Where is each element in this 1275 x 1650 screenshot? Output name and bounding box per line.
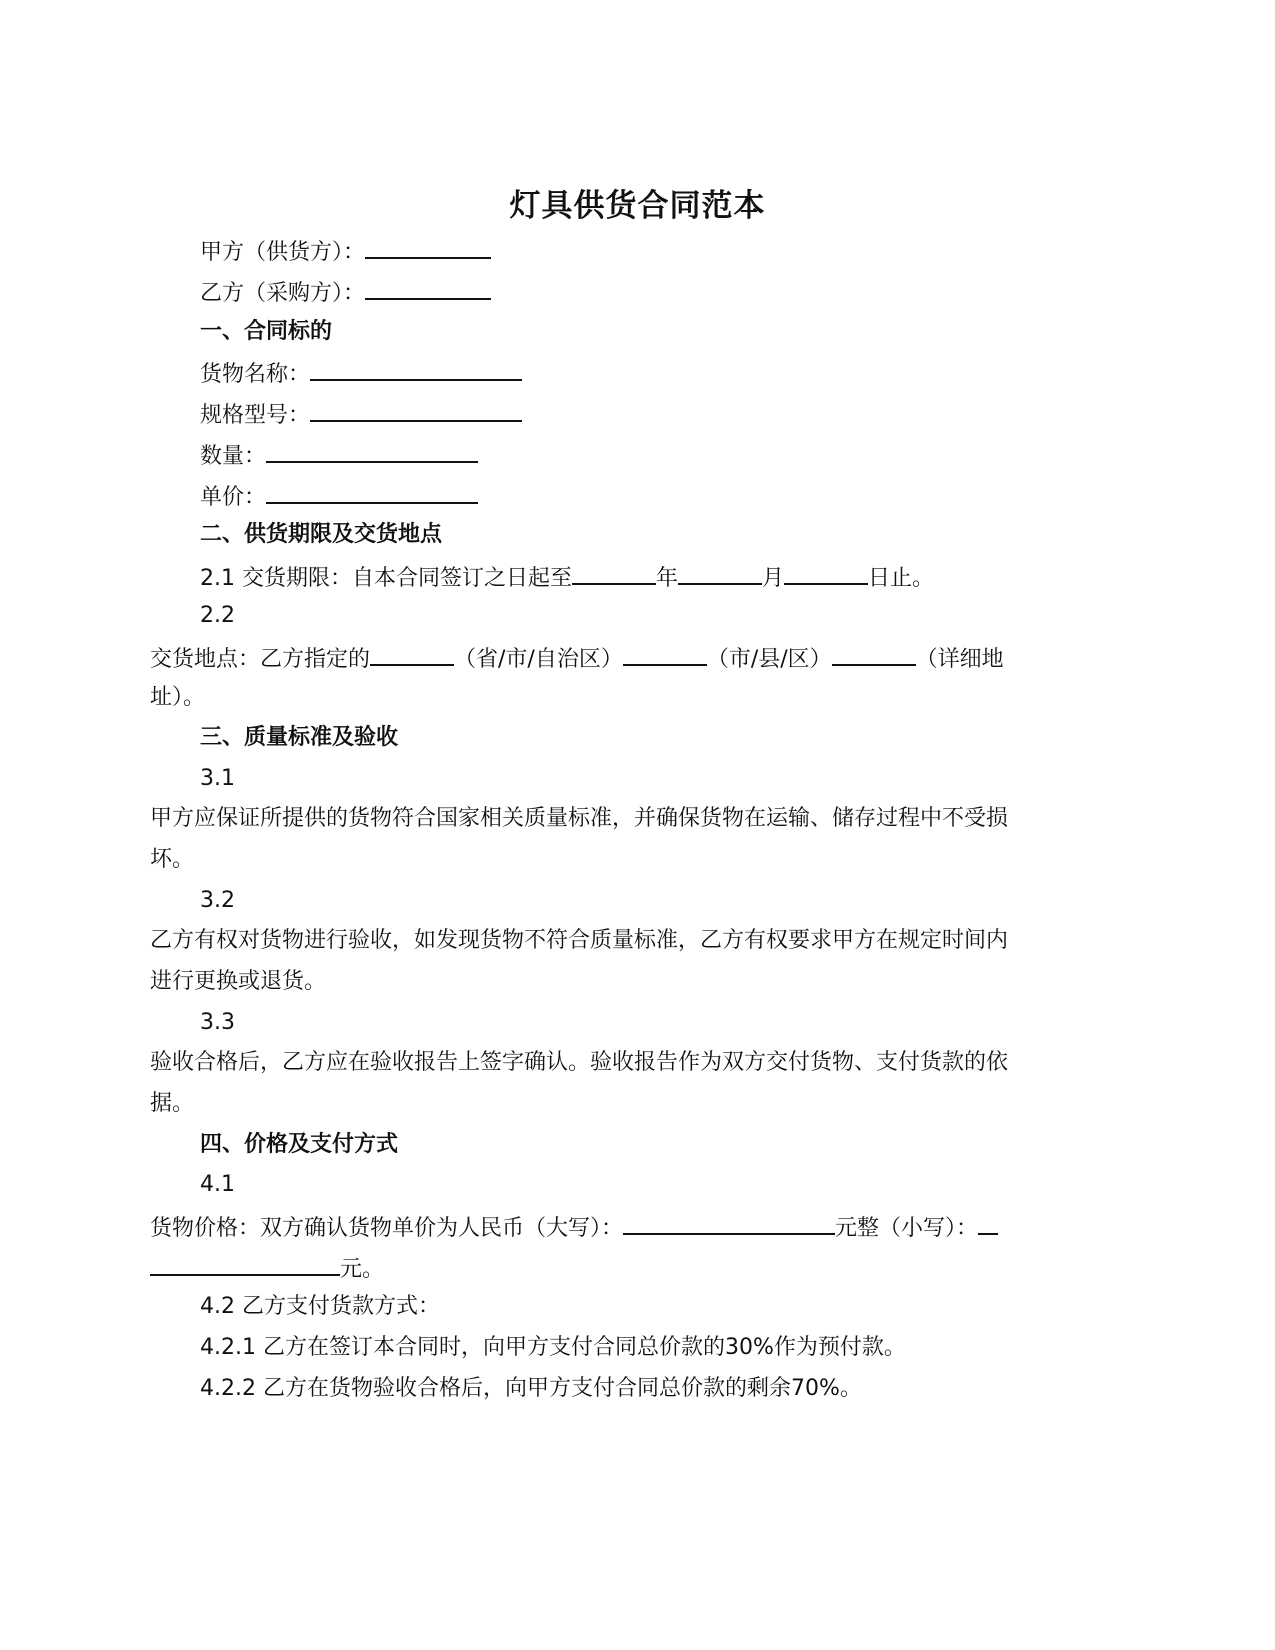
spec-line [200,398,522,431]
clause-3-2-text: 乙方有权对货物进行验收，如发现货物不符合质量标准，乙方有权要求甲方在规定时间内 [150,928,1009,953]
party-b-label: 乙方（采购方）： [200,281,366,306]
clause-3-2-cont: 进行更换或退货。 [150,969,327,994]
party-a-label: 甲方（供货方）： [200,240,366,265]
clause-2-1 [200,561,934,594]
clause-3-1-text: 甲方应保证所提供的货物符合国家相关质量标准，并确保货物在运输、储存过程中不受损 [150,806,1009,831]
clause-3-3-text: 验收合格后，乙方应在验收报告上签字确认。验收报告作为双方交付货物、支付货款的依 [150,1050,1009,1075]
year-label: 年 [655,566,678,591]
year-blank[interactable] [572,561,656,585]
party-a-blank[interactable] [365,235,491,259]
month-label: 月 [762,566,785,591]
price-lowercase-blank[interactable] [150,1252,340,1276]
section-3-heading: 三、质量标准及验收 [200,725,399,750]
party-a-line [200,235,491,268]
unit-price-label: 单价： [200,485,267,510]
section-1-heading: 一、合同标的 [200,319,333,344]
clause-2-1-text: 2.1 交货期限：自本合同签订之日起至 [200,566,572,591]
clause-4-1-text: 货物价格：双方确认货物单价为人民币（大写）： [150,1216,624,1241]
clause-3-1-number: 3.1 [200,766,235,791]
province-blank[interactable] [370,642,454,666]
clause-2-2-number: 2.2 [200,603,235,628]
clause-4-2-2: 4.2.2 乙方在货物验收合格后，向甲方支付合同总价款的剩余70%。 [200,1376,862,1401]
city-label: （市/县/区） [706,647,832,672]
quantity-label: 数量： [200,444,267,469]
address-blank[interactable] [832,642,916,666]
quantity-line [200,439,478,472]
goods-name-label: 货物名称： [200,362,311,387]
clause-3-3-cont: 据。 [150,1091,195,1116]
price-lowercase-label: 元整（小写）： [835,1216,979,1241]
price-lowercase-blank-start[interactable] [978,1211,998,1235]
clause-2-2 [150,642,1004,675]
spec-label: 规格型号： [200,403,311,428]
clause-4-1 [150,1211,998,1244]
clause-4-1-number: 4.1 [200,1172,235,1197]
yuan-label: 元。 [340,1257,385,1282]
party-b-line [200,276,491,309]
goods-name-line [200,357,522,390]
section-2-heading: 二、供货期限及交货地点 [200,522,443,547]
province-label: （省/市/自治区） [454,647,623,672]
city-blank[interactable] [623,642,707,666]
spec-blank[interactable] [310,398,522,422]
clause-2-2-text: 交货地点：乙方指定的 [150,647,371,672]
party-b-blank[interactable] [365,276,491,300]
section-4-heading: 四、价格及支付方式 [200,1132,399,1157]
clause-2-2-cont: 址）。 [150,685,206,710]
goods-name-blank[interactable] [310,357,522,381]
unit-price-line [200,480,478,513]
clause-4-2-1: 4.2.1 乙方在签订本合同时，向甲方支付合同总价款的30%作为预付款。 [200,1335,906,1360]
day-label: 日止。 [868,566,935,591]
clause-3-1-cont: 坏。 [150,847,195,872]
document-title: 灯具供货合同范本 [509,188,766,224]
clause-4-1-cont [150,1252,384,1285]
clause-4-2: 4.2 乙方支付货款方式： [200,1294,440,1319]
unit-price-blank[interactable] [266,480,478,504]
price-uppercase-blank[interactable] [623,1211,835,1235]
clause-3-3-number: 3.3 [200,1010,235,1035]
day-blank[interactable] [784,561,868,585]
quantity-blank[interactable] [266,439,478,463]
address-label: （详细地 [915,647,1004,672]
month-blank[interactable] [678,561,762,585]
clause-3-2-number: 3.2 [200,888,235,913]
